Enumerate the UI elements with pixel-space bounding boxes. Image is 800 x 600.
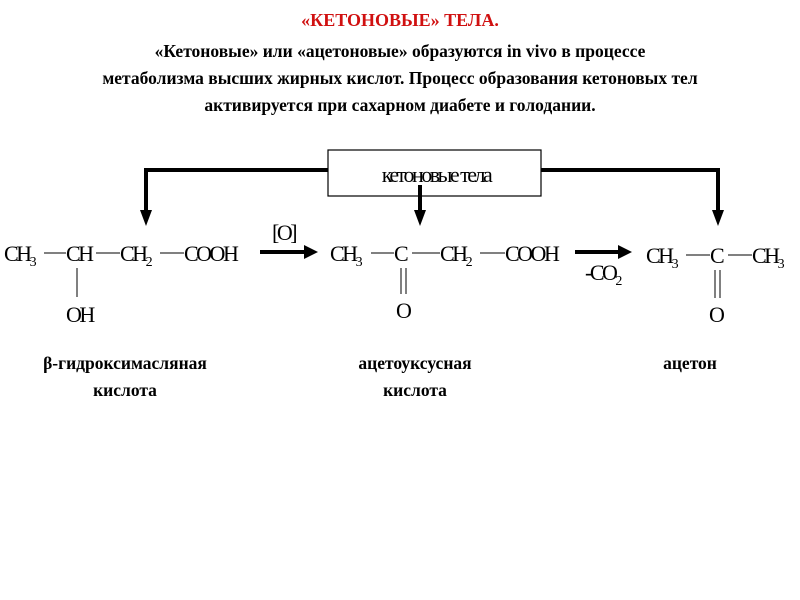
svg-text:CH3: $CH_3$ [646, 243, 677, 272]
svg-text:C: C [710, 243, 723, 268]
svg-text:CH2: $CH_2$ [440, 241, 471, 270]
box-label: кетоновые тела [381, 162, 491, 187]
decarboxylation-label: $-CO_2$ [585, 260, 620, 289]
svg-text:CH: CH [66, 241, 92, 266]
name-hydroxybutyric: β-гидроксимасляная кислота [43, 353, 207, 400]
intro-line-1: «Кетоновые» или «ацетоновые» образуются in vivo в процессе [154, 41, 646, 61]
molecule-acetoacetic [330, 241, 560, 323]
svg-text:CH3: $CH_3$ [752, 243, 783, 272]
connector-arrowheads [140, 210, 724, 226]
reaction-arrow-decarboxylation [575, 245, 632, 289]
svg-text:O: O [396, 298, 412, 323]
molecule-acetone [646, 243, 785, 327]
oxidation-label: [O] [272, 220, 296, 245]
ketone-bodies-box [328, 150, 541, 196]
page-title: «КЕТОНОВЫЕ» ТЕЛА. [301, 10, 499, 30]
intro-line-2: метаболизма высших жирных кислот. Процесс образования кетоновых тел [102, 68, 698, 88]
svg-text:COOH: COOH [505, 241, 558, 266]
svg-text:C: C [394, 241, 407, 266]
molecule-hydroxybutyric [4, 241, 239, 327]
svg-text:O: O [709, 302, 725, 327]
intro-line-3: активируется при сахарном диабете и голодании. [204, 95, 596, 115]
connector-left [146, 170, 328, 211]
svg-text:CH3: $CH_3$ [4, 241, 35, 270]
name-acetoacetic: ацетоуксусная кислота [358, 353, 472, 400]
arrowhead-right [712, 210, 724, 226]
svg-text:COOH: COOH [184, 241, 237, 266]
svg-text:CH2: $CH_2$ [120, 241, 151, 270]
connector-right [541, 170, 718, 211]
reaction-arrow-oxidation [260, 220, 318, 259]
arrowhead-left [140, 210, 152, 226]
name-acetone: ацетон [663, 353, 717, 373]
svg-text:CH3: $CH_3$ [330, 241, 361, 270]
svg-text:OH: OH [66, 302, 93, 327]
arrowhead-center [414, 210, 426, 226]
